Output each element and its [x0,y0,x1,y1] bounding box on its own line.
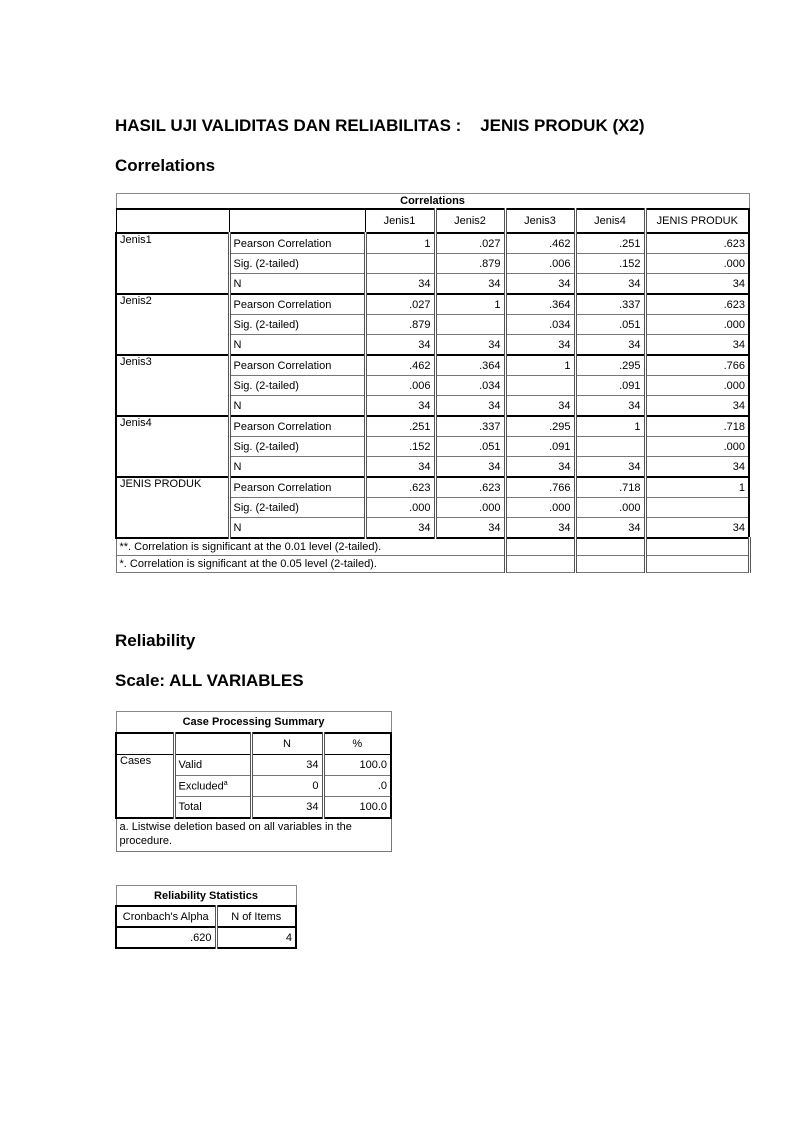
column-header: Jenis1 [365,209,435,233]
cell-value: 34 [575,457,645,478]
cell-value: .006 [365,376,435,396]
blank-cell [645,556,749,573]
section-heading-scale: Scale: ALL VARIABLES [115,671,304,690]
stat-label: Pearson Correlation [229,294,365,315]
cell-value: .152 [365,437,435,457]
cell-value: .006 [505,254,575,274]
cell-value: 34 [575,335,645,356]
cell-value: .623 [645,233,749,254]
row-variable-label: Jenis3 [116,355,229,416]
cell-value: 34 [575,396,645,417]
column-header: Jenis2 [435,209,505,233]
cell-value: .034 [435,376,505,396]
row-label-text: Excluded [178,780,224,793]
cell-value: .027 [365,294,435,315]
cell-value: .034 [505,315,575,335]
footnote-row [116,556,749,573]
blank-cell [505,538,575,556]
cell-value: .000 [645,315,749,335]
correlations-table [115,193,751,573]
reliability-statistics-table [115,885,297,949]
column-header: Cronbach's Alpha [116,906,216,927]
cell-value: 34 [505,274,575,295]
cell-value: .364 [435,355,505,376]
cell-value: .718 [575,477,645,498]
cell-value: 1 [645,477,749,498]
cell-value: 1 [575,416,645,437]
stat-label: Sig. (2-tailed) [229,254,365,274]
column-header: Jenis3 [505,209,575,233]
cell-value: 1 [505,355,575,376]
page-title: HASIL UJI VALIDITAS DAN RELIABILITAS : JENIS PRODUK (X2) [115,116,645,135]
cell-value: 34 [575,274,645,295]
stat-label: Pearson Correlation [229,233,365,254]
cell-value: .251 [575,233,645,254]
section-heading-reliability: Reliability [115,631,196,650]
cell-value: 100.0 [323,797,391,819]
corner-cell [116,733,174,755]
cell-value: .000 [435,498,505,518]
row-variable-label: JENIS PRODUK [116,477,229,538]
stat-label: Sig. (2-tailed) [229,498,365,518]
corner-cell [116,209,229,233]
cell-value: .623 [435,477,505,498]
cell-value: 34 [645,335,749,356]
cell-value: .462 [365,355,435,376]
stat-label: Sig. (2-tailed) [229,376,365,396]
cell-value: 34 [505,396,575,417]
cell-value: 34 [575,518,645,539]
blank-cell [575,538,645,556]
cell-value: 0 [251,776,323,797]
cell-value: .000 [645,376,749,396]
cell-value: 100.0 [323,755,391,776]
stat-label: Sig. (2-tailed) [229,437,365,457]
column-header: % [323,733,391,755]
cell-value: .766 [505,477,575,498]
cell-value [435,315,505,335]
cell-value [365,254,435,274]
table-row [116,477,749,498]
cell-value: .462 [505,233,575,254]
footnote-row [116,538,749,556]
cell-value: .051 [435,437,505,457]
table-footnote: **. Correlation is significant at the 0.01 level (2-tailed). [116,538,505,556]
cell-value: 34 [435,457,505,478]
corner-cell [174,733,251,755]
cell-value: 34 [645,396,749,417]
footnote-marker: a [223,779,228,787]
cell-value: .364 [505,294,575,315]
cell-value: 34 [435,396,505,417]
correlations-table-title: Correlations [116,194,749,210]
cell-value: 1 [365,233,435,254]
cell-value: 34 [365,518,435,539]
cell-value: 34 [435,518,505,539]
cell-value: 34 [251,755,323,776]
cell-value: .295 [575,355,645,376]
table-row [116,233,749,254]
cell-value: 34 [365,457,435,478]
row-variable-label: Jenis2 [116,294,229,355]
row-group-label: Cases [116,755,174,819]
cell-value: .000 [505,498,575,518]
cell-value: .337 [575,294,645,315]
corner-cell [229,209,365,233]
cell-value: .000 [645,254,749,274]
n-of-items-value: 4 [216,927,296,948]
stat-label: Pearson Correlation [229,416,365,437]
cell-value: 34 [365,274,435,295]
table-row [116,355,749,376]
cell-value: .051 [575,315,645,335]
cell-value: .027 [435,233,505,254]
stat-label: Pearson Correlation [229,355,365,376]
blank-cell [575,556,645,573]
blank-cell [505,556,575,573]
cell-value: .718 [645,416,749,437]
stat-label: N [229,457,365,478]
cell-value: .0 [323,776,391,797]
stat-label: N [229,274,365,295]
cell-value: .152 [575,254,645,274]
cell-value: 34 [505,518,575,539]
cell-value: 1 [435,294,505,315]
table-footnote: *. Correlation is significant at the 0.05 level (2-tailed). [116,556,505,573]
stat-label: Pearson Correlation [229,477,365,498]
table-footnote: a. Listwise deletion based on all variables in the procedure. [116,818,391,852]
column-header: Jenis4 [575,209,645,233]
case-processing-summary-table [115,711,392,852]
cell-value: .766 [645,355,749,376]
blank-cell [645,538,749,556]
row-variable-label: Jenis1 [116,233,229,294]
column-header: JENIS PRODUK [645,209,749,233]
cell-value: .879 [365,315,435,335]
reliability-statistics-title: Reliability Statistics [116,886,296,907]
stat-label: N [229,518,365,539]
cell-value: 34 [365,396,435,417]
cell-value [575,437,645,457]
cell-value: 34 [645,274,749,295]
stat-label: N [229,335,365,356]
cell-value: 34 [645,518,749,539]
stat-label: N [229,396,365,417]
case-processing-title: Case Processing Summary [116,712,391,734]
cell-value: .000 [575,498,645,518]
cell-value: 34 [645,457,749,478]
cell-value: .337 [435,416,505,437]
cell-value: .623 [365,477,435,498]
cell-value: .091 [505,437,575,457]
cell-value: .251 [365,416,435,437]
cell-value: 34 [505,335,575,356]
row-label [174,776,251,797]
row-variable-label: Jenis4 [116,416,229,477]
table-row [116,416,749,437]
cell-value: 34 [365,335,435,356]
cell-value: .623 [645,294,749,315]
row-label: Valid [174,755,251,776]
cell-value: .000 [365,498,435,518]
cell-value: .000 [645,437,749,457]
row-label: Total [174,797,251,819]
cell-value: 34 [251,797,323,819]
section-heading-correlations: Correlations [115,156,216,175]
cronbach-alpha-value: .620 [116,927,216,948]
cell-value [645,498,749,518]
cell-value: .091 [575,376,645,396]
cell-value: .295 [505,416,575,437]
column-header: N of Items [216,906,296,927]
cell-value: .879 [435,254,505,274]
column-header: N [251,733,323,755]
cell-value: 34 [435,335,505,356]
table-row [116,294,749,315]
stat-label: Sig. (2-tailed) [229,315,365,335]
cell-value: 34 [435,274,505,295]
cell-value [505,376,575,396]
cell-value: 34 [505,457,575,478]
